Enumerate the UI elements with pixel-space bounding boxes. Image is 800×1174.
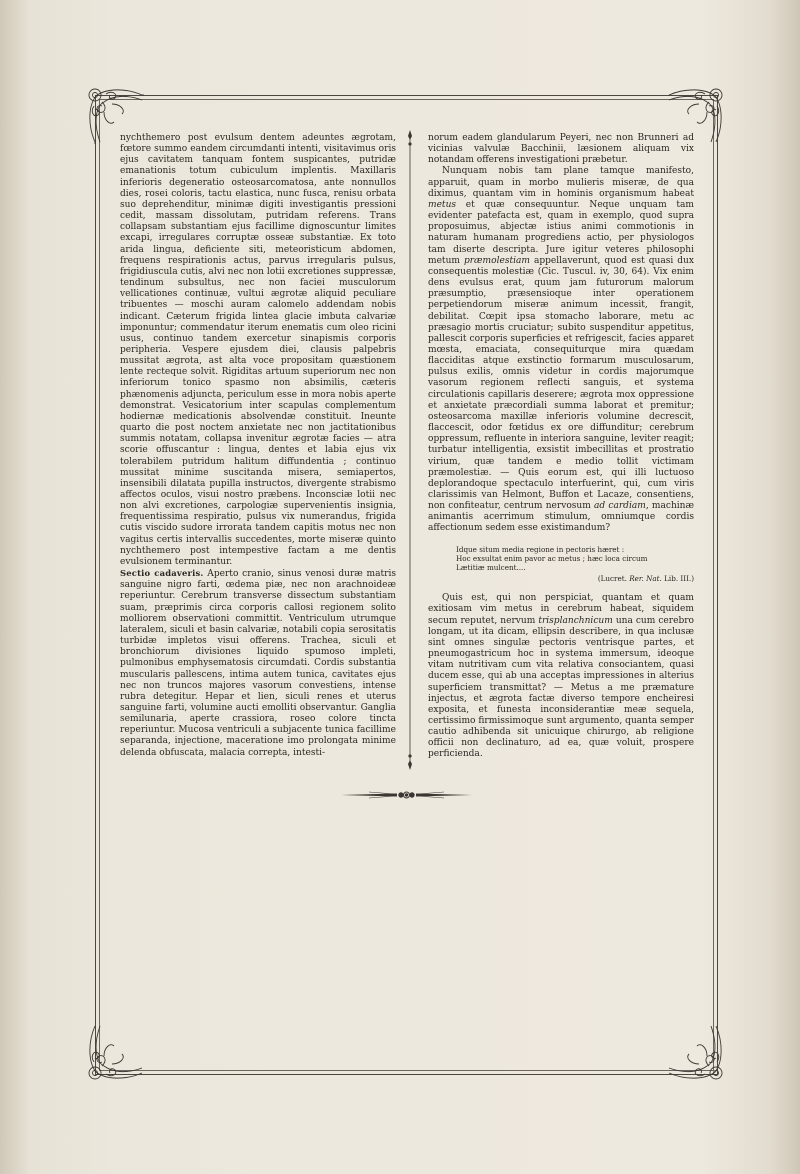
emphasis: ad cardiam — [594, 501, 646, 512]
left-text-column — [120, 133, 396, 759]
paragraph-text: et quæ consequuntur. Neque unquam tam evidenter patefacta est, quam in exemplo, quod supra proposuimus, abjectæ istius animi commotionis in naturam humanam progrediens actio, per physiologos tam diserte descripta. Jure igitur veteres philosophi metum — [428, 199, 694, 266]
emphasis: præmolestiam — [463, 255, 530, 266]
paragraph-text: Aperto cranio, sinus venosi duræ matris sanguine nigro farti, œdema piæ, nec non arachnoideæ reperiuntur. Cerebrum transverse dissectum substantiam suam, præprimis circa corporis callosi regionem solito molliorem observationi committit. Ventriculum utrumque lateralem, siculi et basin calvariæ, notabili copia serositatis turbidæ impletos visui offerens. Trachea, siculi et bronchiorum divisiones liquido spumoso impleti, pulmonibus emphysematosis circumdati. Cordis substantia muscularis pallescens, intima autem tunica, cavitates ejus nec non truncos majores vasorum convestiens, intense rubra detegitur. Hepar et lien, siculi renes et uterus sanguine farti, volumine aucti emolliti observantur. Ganglia semilunaria, aperte crassiora, roseo colore tincta reperiuntur. Mucosa ventriculi a subjacente tunica facillime separanda, injectione, maceratione imo prolongata minime delenda obfuscata, malacia correpta, intesti- — [120, 569, 396, 758]
source-title: Rer. Nat. — [629, 573, 662, 583]
paragraph-text: appellaverunt, quod est quasi dux consequentis molestiæ (Cic. Tuscul. iv, 30, 64). Vix enim dens evulsus erat, quum jam futurorum malorum præsumptio, præsensioque inter operationem perpetiendorum miseræ animum incessit, frangit, debilitat. Cœpit ipsa stomacho laborare, metu ac præsagio mortis cruciatur; subito suspenditur appetitus, pallescit corporis superficies et refrigescit, facies apparet mœsta, emaciata, consequiturque mira quædam flacciditas atque exstinctio formarum musculosarum, pulsus exilis, omnis videtur in cordis majorumque vasorum regionem reflecti sanguis, et systema circulationis capillaris deserere; ægrota mox oppressione et anxietate præcordiali summa laborat et premitur; osteosarcoma maxillæ inferioris volumine decrescit, flaccescit, odor fœtidus ex ore diffunditur; cerebrum oppressum, refluente in interiora sanguine, leviter reagit; turbatur intelligentia, exsistit imbecillitas et prostratio virium, quæ tandem e medio tollit victimam præmolestiæ. — Quis eorum est, qui illi luctuoso deplorandoque spectaculo interfuerint, qui, cum viris clarissimis van Helmont, Buffon et Lacaze, consentiens, non confiteatur, centrum nervosum — [428, 255, 694, 512]
paragraph-sectio-cadaveris — [120, 568, 396, 759]
emphasis: trisplanchnicum — [538, 615, 613, 626]
source-text: Lib. III.) — [661, 573, 694, 583]
paragraph-conclusion — [428, 593, 694, 760]
corner-flourish-icon — [665, 1022, 729, 1086]
paragraph-text: una cum cerebro longam, ut ita dicam, ellipsin describere, in qua inclusæ sint omnes singulæ pectoris ventrisque partes, et pneumogastricum hoc in systema immersum, ideoque vitam nutritivam cum vita relativa consociantem, quasi ducem esse, qui ab una acceptas impressiones in alterius superficiem transmittat? — Metus a me præmature injectus, et ægrota factæ diverso tempore encheiresi exposita, et funesta inconsiderantiæ meæ sequela, certissimo firmissimoque sunt argumento, quanta semper cautio adhibenda sit unicuique chirurgo, ab religione officii non declinaturo, ad ea, quæ voluit, prospere perficienda. — [428, 615, 695, 760]
paragraph-case-description: nychthemero post evulsum dentem adeuntes ægrotam, fœtore summo eandem circumdanti intenti, visitavimus oris ejus cavitatem tanquam fontem suspicantes, putridæ emanationis totum cubiculum implentis. Maxillaris inferioris degeneratio osteosarcomatosa, ante nonnullos dies, rosei coloris, tactu elastica, nunc fusca, renisu orbata suo deprehenditur, minimæ digiti investigantis pressioni cedit, massam dissolutam, putridam referens. Trans collapsam substantiam ejus facillime dignoscuntur limites excapi, irregulares corruptæ osseæ substantiæ. Ex toto arida lingua, deficiente siti, meteoristicum abdomen, frequens respirationis actus, parvus irregularis pulsus, frigidiuscula cutis, alvi nec non lotii excretiones suppressæ, tendinum subsultus, nec non faciei musculorum vellicationes continuæ, vultui ægrotæ aliquid peculiare tribuentes — moschi auram calomelo addendam nobis indicant. Cæterum frigida lintea glacie imbuta calvariæ imponuntur; commendatur iterum enematis cum oleo ricini usus, continuo tandem exercetur sinapismis corporis peripheria. Vespere ejusdem diei, clausis palpebris mussitat ægrota, ast alta voce propositam quæstionem lente recteque solvit. Rigiditas artuum superiorum nec non inferiorum tonico spasmo non absimilis, cæteris phænomenis adjuncta, periculum esse in mora nobis aperte demonstrat. Vesicatorium inter scapulas complementum hodiernæ medicationis absolvendæ constituit. Ineunte quarto die post noctem anxietate nec non jactitationibus summis notatam, collapsa invenitur ægrotæ facies — atra scorie offuscantur : lingua, dentes et labia ejus vix tolerabilem putridum halitum diffundentia ; continuo mussitat minime suscitanda misera, semiapertos, insensibili dilatata pupilla instructos, divergente strabismo affectos oculos, visui nostro præbens. Inconsciæ lotii nec non alvi excretiones, carpologiæ supervenientis insignia, frequentissima respiratio, pulsus vix numerandus, frigida cutis viscido sudore irrorata tandem capitis motus nec non vagitus certis intervallis succedentes, morte miseræ quinto nychthemero post intempestive factam a me dentis evulsionem terminantur. — [120, 133, 396, 567]
paragraph-metus — [428, 166, 694, 534]
paragraph-text: , machinæ animantis acerrimum stimulum, omniumque cordis affectionum sedem esse existimandum? — [428, 501, 694, 534]
verse-line: Hoc exsultat enim pavor ac metus ; hæc loca circum — [456, 554, 648, 564]
source-text: (Lucret. — [597, 573, 630, 583]
column-divider — [405, 130, 415, 770]
end-ornament-icon — [339, 786, 474, 798]
verse-line: Lætitiæ mulcent.... — [456, 563, 526, 573]
verse-line: Idque situm media regione in pectoris hæret : — [456, 544, 625, 554]
paragraph-continuation: norum eadem glandularum Peyeri, nec non Brunneri ad vicinias valvulæ Bacchinii, læsionem aliquam vix notandam offerens investigationi præbetur. — [428, 133, 694, 166]
paragraph-text: Nunquam nobis tam plane tamque manifesto, apparuit, quam in morbo mulieris miseræ, de qua diximus, quantam vim in hominis organismum habeat — [428, 166, 694, 199]
verse-quotation — [456, 545, 694, 584]
quote-source — [456, 574, 694, 583]
paragraph-text: Quis est, qui non perspiciat, quantam et quam exitiosam vim metus in cerebrum habeat, siquidem secum reputet, nervum — [428, 593, 694, 626]
section-label: Sectio cadaveris. — [120, 568, 204, 579]
right-text-column — [428, 133, 694, 761]
emphasis: metus — [428, 199, 457, 210]
corner-flourish-icon — [82, 1022, 146, 1086]
